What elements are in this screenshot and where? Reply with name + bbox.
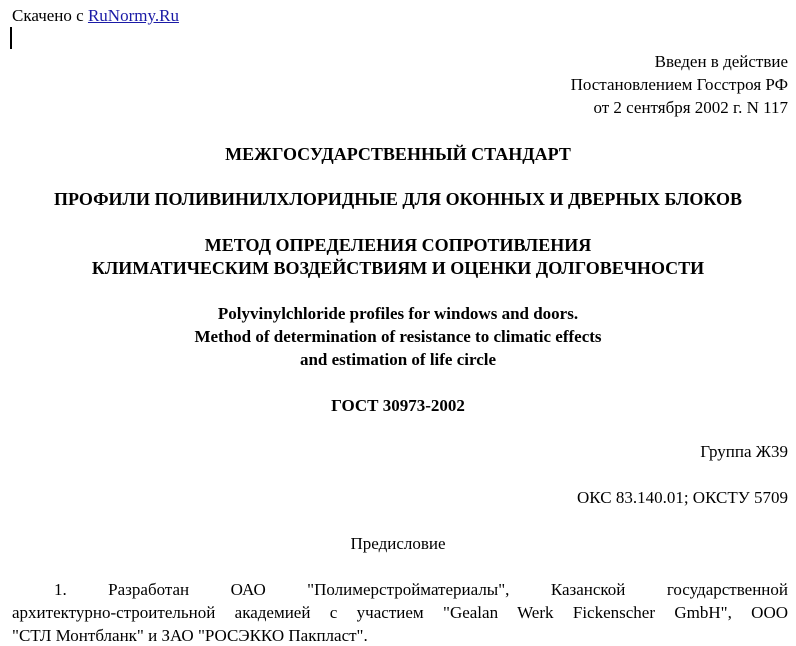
standard-type-heading: МЕЖГОСУДАРСТВЕННЫЙ СТАНДАРТ: [225, 144, 571, 164]
source-link[interactable]: RuNormy.Ru: [87, 6, 179, 25]
standard-designation: ГОСТ 30973-2002: [331, 396, 465, 415]
foreword-item-1-line-2: архитектурно-строительной академией с участием "Gealan Werk Fickenscher GmbH", ООО: [12, 603, 788, 622]
method-heading-line-1: МЕТОД ОПРЕДЕЛЕНИЯ СОПРОТИВЛЕНИЯ: [204, 235, 592, 255]
group-code: Группа Ж39: [700, 442, 788, 461]
classification-codes: ОКС 83.140.01; ОКСТУ 5709: [577, 488, 788, 507]
method-heading-line-2: КЛИМАТИЧЕСКИМ ВОЗДЕЙСТВИЯМ И ОЦЕНКИ ДОЛГОВЕЧНОСТИ: [91, 258, 705, 278]
foreword-item-1-line-3: "СТЛ Монтбланк" и ЗАО "РОСЭККО Пакпласт".: [12, 626, 368, 645]
enactment-line-3: от 2 сентября 2002 г. N 117: [593, 98, 788, 117]
subject-heading: ПРОФИЛИ ПОЛИВИНИЛХЛОРИДНЫЕ ДЛЯ ОКОННЫХ И ДВЕРНЫХ БЛОКОВ: [53, 189, 743, 209]
enactment-line-2: Постановлением Госстроя РФ: [570, 75, 788, 94]
enactment-line-1: Введен в действие: [654, 52, 788, 71]
download-notice: [12, 6, 179, 26]
foreword-heading: Предисловие: [350, 534, 446, 553]
english-title-line-1: Polyvinylchloride profiles for windows and doors.: [217, 304, 579, 323]
english-title-line-2: Method of determination of resistance to climatic effects: [194, 327, 602, 346]
english-title-line-3: and estimation of life circle: [299, 350, 497, 369]
foreword-item-1-line-1: 1. Разработан ОАО "Полимерстройматериалы", Казанской государственной: [54, 580, 788, 599]
download-prefix: Скачено с: [12, 6, 84, 25]
text-cursor: [10, 27, 12, 49]
